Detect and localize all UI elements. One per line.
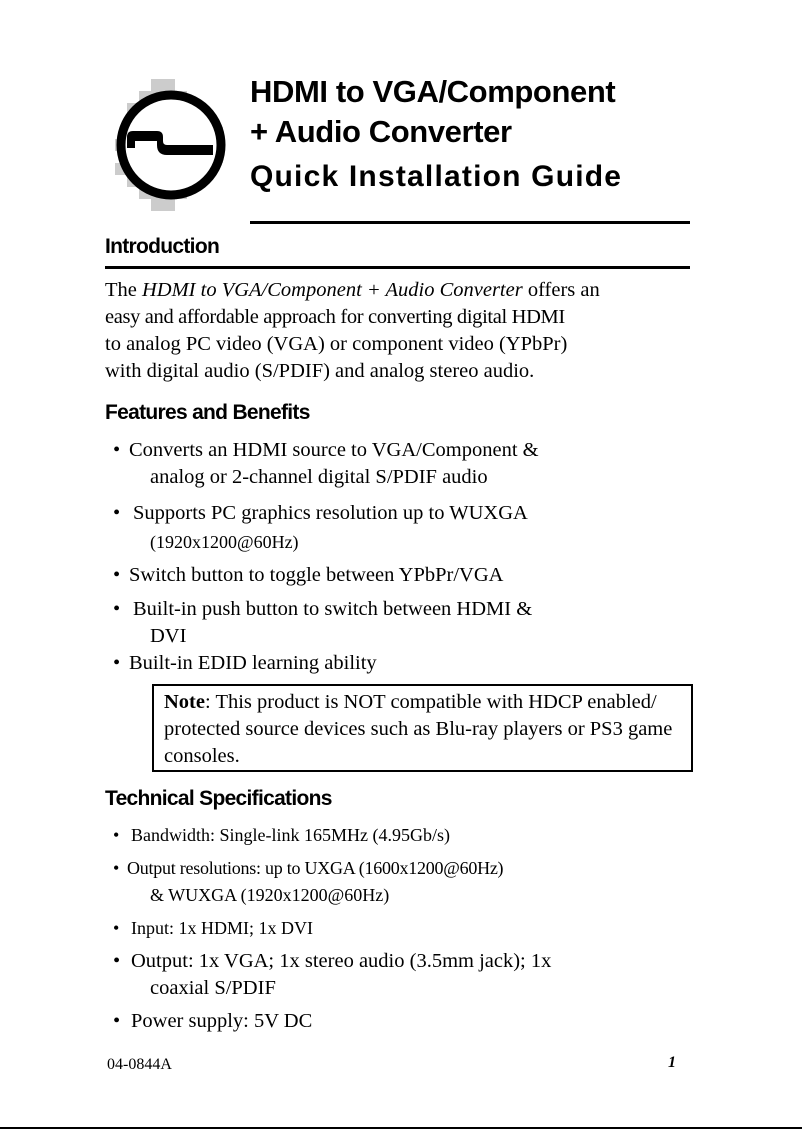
note-separator: : (204, 691, 216, 713)
bullet-icon: • (113, 502, 121, 524)
intro-line-1-em: HDMI to VGA/Component + Audio Converter (142, 279, 523, 301)
intro-line-4: with digital audio (S/PDIF) and analog stereo audio. (105, 360, 535, 382)
spec-item-5-line-1: Power supply: 5V DC (131, 1010, 313, 1032)
document-header (105, 72, 691, 227)
title-divider (250, 221, 690, 224)
feature-item-5 (113, 650, 377, 677)
siig-logo (105, 75, 237, 215)
page-bottom-divider (0, 1127, 802, 1129)
intro-line-2: easy and affordable approach for converting digital HDMI (105, 306, 565, 328)
spec-item-4-line-1: Output: 1x VGA; 1x stereo audio (3.5mm jack); 1x (131, 950, 552, 972)
footer-page-number: 1 (668, 1054, 676, 1071)
intro-line-3: to analog PC video (VGA) or component video (YPbPr) (105, 333, 568, 355)
feature-item-3-line-1: Switch button to toggle between YPbPr/VGA (129, 564, 504, 586)
intro-line-1-post: offers an (522, 279, 600, 301)
note-box (152, 684, 693, 772)
spec-item-4-line-2: coaxial S/PDIF (150, 977, 276, 999)
bullet-icon: • (113, 1010, 121, 1032)
bullet-icon: • (113, 652, 121, 674)
footer-document-number: 04-0844A (107, 1056, 172, 1073)
feature-item-5-line-1: Built-in EDID learning ability (129, 652, 377, 674)
intro-line-1 (105, 277, 600, 304)
feature-item-3 (113, 562, 503, 589)
feature-item-2 (113, 500, 528, 527)
feature-item-1-line-1: Converts an HDMI source to VGA/Component & (129, 439, 539, 461)
spec-item-1-line-1: Bandwidth: Single-link 165MHz (4.95Gb/s) (131, 825, 450, 845)
feature-item-2-line-2: (1920x1200@60Hz) (150, 532, 299, 552)
feature-item-4-line-2: DVI (150, 625, 187, 647)
bullet-icon: • (113, 858, 120, 878)
bullet-icon: • (113, 564, 121, 586)
spec-item-2 (113, 855, 503, 882)
bullet-icon: • (113, 950, 121, 972)
spec-item-2-line-2: & WUXGA (1920x1200@60Hz) (150, 885, 390, 905)
feature-item-1 (113, 437, 539, 464)
spec-item-1 (113, 822, 450, 849)
note-body: This product is NOT compatible with HDCP enabled/ protected source devices such as Blu-ray players or PS3 game consoles. (164, 691, 673, 767)
spec-item-3-line-1: Input: 1x HDMI; 1x DVI (131, 918, 313, 938)
note-text (164, 689, 689, 770)
feature-item-1-line-2: analog or 2-channel digital S/PDIF audio (150, 466, 488, 488)
document-title (250, 72, 695, 197)
spec-item-2-line-1: Output resolutions: up to UXGA (1600x1200@60Hz) (127, 858, 504, 878)
bullet-icon: • (113, 598, 121, 620)
heading-introduction: Introduction (105, 235, 220, 258)
note-label: Note (164, 691, 205, 713)
bullet-icon: • (113, 918, 120, 938)
introduction-divider (105, 266, 690, 269)
intro-line-1-pre: The (105, 279, 142, 301)
title-line-2: + Audio Converter (250, 114, 512, 149)
bullet-icon: • (113, 439, 121, 461)
title-line-1: HDMI to VGA/Component (250, 74, 616, 109)
spec-item-4 (113, 948, 551, 975)
spec-item-5 (113, 1008, 312, 1035)
feature-item-4-line-1: Built-in push button to switch between HDMI & (133, 598, 533, 620)
heading-features-and-benefits: Features and Benefits (105, 401, 310, 424)
feature-item-4 (113, 596, 532, 623)
spec-item-3 (113, 915, 313, 942)
title-line-3: Quick Installation Guide (250, 160, 623, 193)
feature-item-2-line-1: Supports PC graphics resolution up to WUXGA (133, 502, 528, 524)
bullet-icon: • (113, 825, 120, 845)
heading-technical-specifications: Technical Specifications (105, 787, 332, 810)
